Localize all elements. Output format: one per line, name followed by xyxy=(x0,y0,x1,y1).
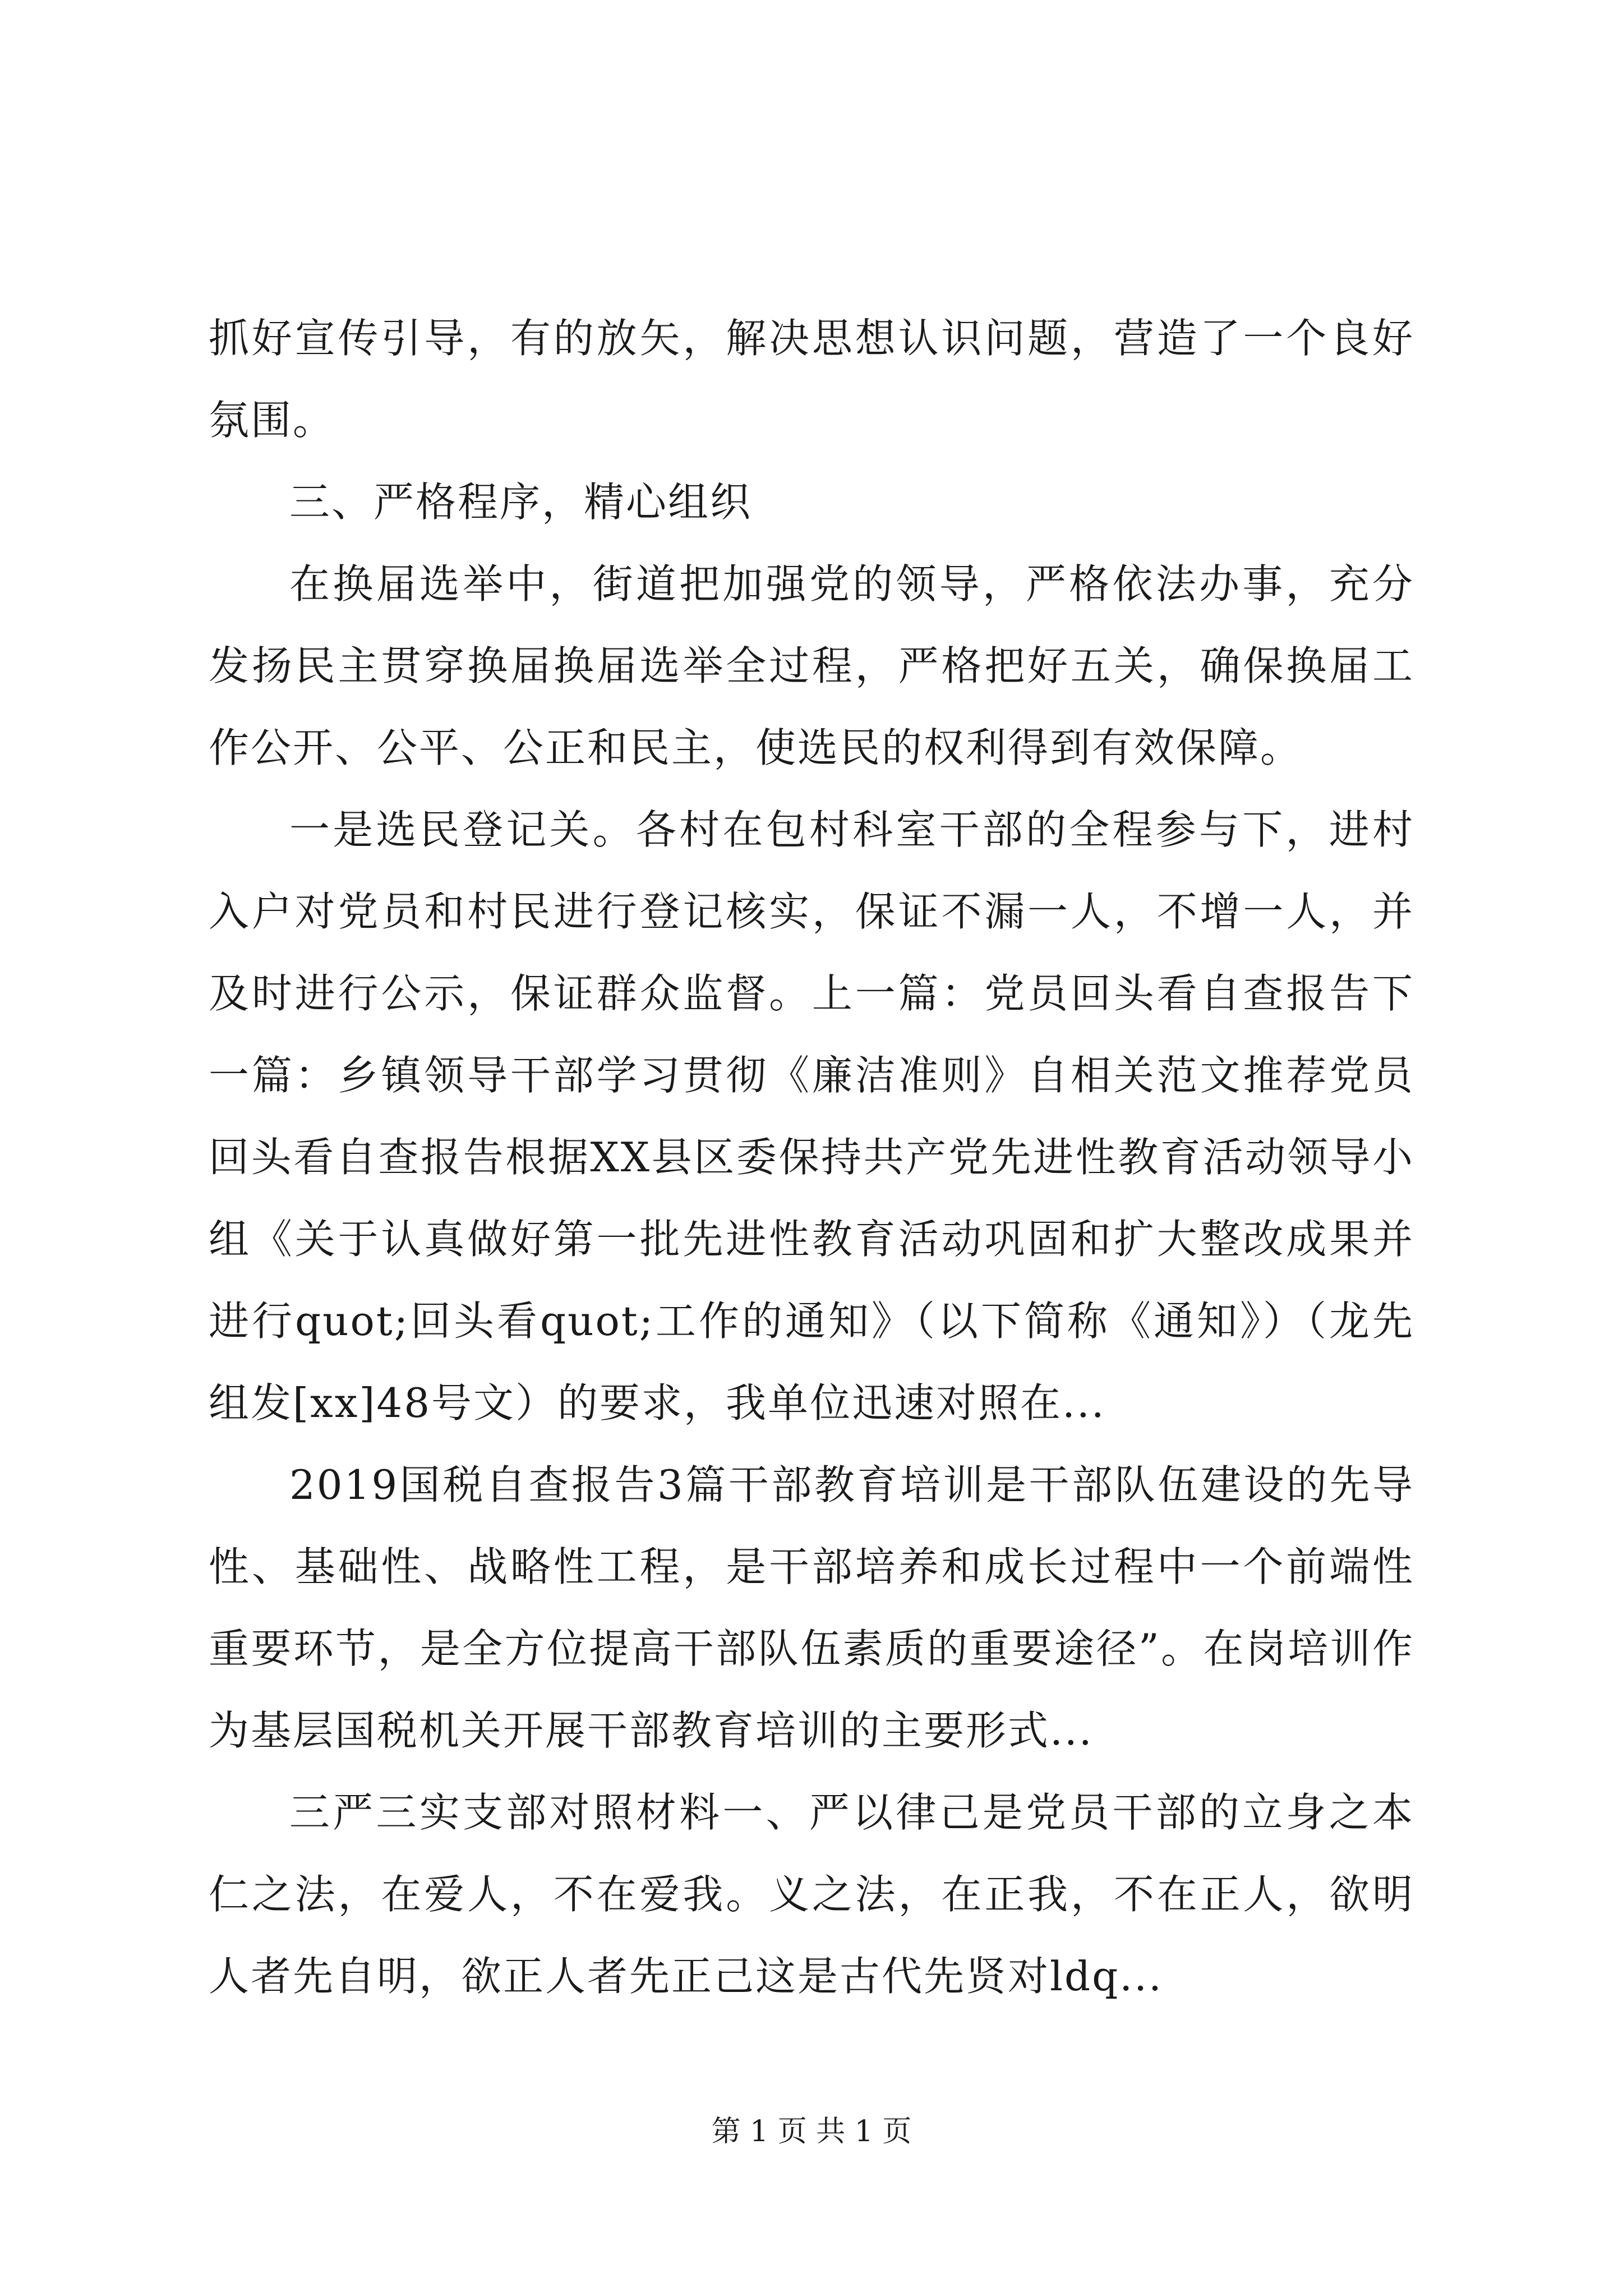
paragraph-voter-registration: 一是选民登记关。各村在包村科室干部的全程参与下，进村入户对党员和村民进行登记核实，保证不漏一人，不增一人，并及时进行公示，保证群众监督。上一篇：党员回头看自查报告下一篇：乡镇领导干部学习贯彻《廉洁准则》自相关范文推荐党员回头看自查报告根据XX县区委保持共产党先进性教育活动领导小组《关于认真做好第一批先进性教育活动巩固和扩大整改成果并进行quot;回头看quot;工作的通知》（以下简称《通知》）（龙先组发[xx]48号文）的要求，我单位迅速对照在... xyxy=(209,806,1414,1427)
paragraph-continuation: 抓好宣传引导，有的放矢，解决思想认识问题，营造了一个良好氛围。 xyxy=(209,315,1414,444)
section-heading: 三、严格程序，精心组织 xyxy=(289,478,753,526)
document-body xyxy=(209,297,1414,2017)
page-footer: 第 1 页 共 1 页 xyxy=(711,2115,912,2148)
paragraph-tax-report: 2019国税自查报告3篇干部教育培训是干部队伍建设的先导性、基础性、战略性工程，是干部培养和成长过程中一个前端性重要环节，是全方位提高干部队伍素质的重要途径”。在岗培训作为基层国税机关开展干部教育培训的主要形式... xyxy=(209,1461,1414,1754)
paragraph-election-overview: 在换届选举中，街道把加强党的领导，严格依法办事，充分发扬民主贯穿换届换届选举全过程，严格把好五关，确保换届工作公开、公平、公正和民主，使选民的权利得到有效保障。 xyxy=(209,560,1414,771)
paragraph-three-stricts: 三严三实支部对照材料一、严以律己是党员干部的立身之本仁之法，在爱人，不在爱我。义之法，在正我，不在正人，欲明人者先自明，欲正人者先正己这是古代先贤对ldq... xyxy=(209,1789,1414,2000)
